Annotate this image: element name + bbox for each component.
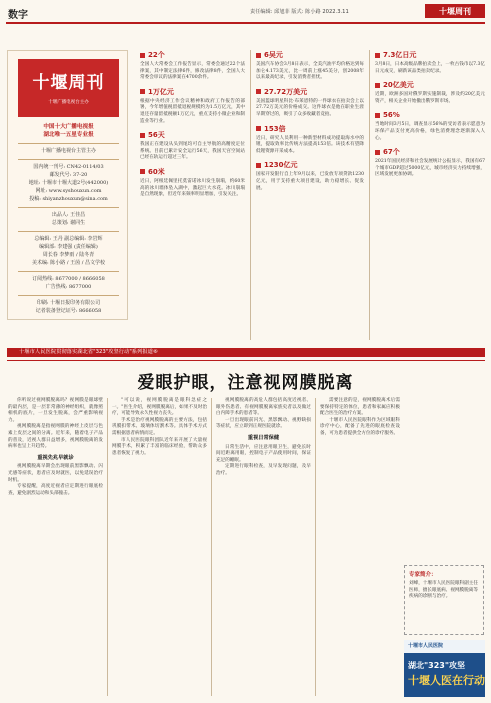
masthead-line: 邮发代号: 37-20 <box>49 172 88 178</box>
masthead-line: 投稿: shiyanzhouxun@sina.com <box>29 196 108 202</box>
divider <box>18 295 119 296</box>
expert-profile-text: 刘峰，十堰市人民医院眼科副主任医师，擅长眼底病、视网膜脱离等疾病的诊断与治疗。 <box>409 581 478 600</box>
item-heading <box>140 130 245 140</box>
paragraph: 市人民医院眼科团队近年来开展了大量视网膜手术，积累了丰富的临床经验，帮助众多患者恢复了视力。 <box>112 437 207 456</box>
item-number: 56% <box>383 111 400 120</box>
header-rule <box>6 22 485 24</box>
paragraph: 日常生活中，应注意用眼卫生，避免长时间近距离用眼，控制电子产品使用时间，保证充足的睡眠。 <box>216 444 311 463</box>
paragraph: 你听说过视网膜脱离吗？视网膜是眼球壁的最内层，是一层非常薄的神经组织，就像照相机的底片，一旦发生脱离，会严重影响视力。 <box>8 398 103 423</box>
masthead-line: 记者装备登记证号: 8666058 <box>35 308 102 314</box>
square-bullet-icon <box>140 89 145 94</box>
square-bullet-icon <box>256 89 261 94</box>
masthead-line: 印刷: 十堰日报印务有限公司 <box>36 300 101 306</box>
item-body: 近期，欧洲多国对俄罗斯实施制裁，涉及约20亿美元资产，相关企业开始撤出俄罗斯市场。 <box>375 92 485 104</box>
square-bullet-icon <box>140 169 145 174</box>
promo-line-2: 十堰人医在行动 <box>408 674 485 687</box>
masthead-slogan: 湖北唯一五星专业报 <box>43 132 94 138</box>
item-body: 近日，阿根廷佩里托莫雷诺冰川发生崩塌，约60米高的冰川墙体坠入湖中，激起巨大水花。冰川崩塌是自然现象，但近年来频率明显增加，引发关注。 <box>140 178 245 198</box>
square-bullet-icon <box>256 163 261 168</box>
column-divider <box>107 398 108 696</box>
paragraph: 视网膜脱离的高危人群包括高度近视者、眼外伤患者、有视网膜脱离家族史者以及做过白内障手术的患者等。 <box>216 398 311 417</box>
item-number: 56天 <box>148 131 165 140</box>
item-number: 153倍 <box>264 124 286 133</box>
paragraph: "可以说，视网膜脱离是眼科急症之一。"医生介绍，视网膜脱离后，如果不及时治疗，可能导致永久性视力丧失。 <box>112 398 207 417</box>
paragraph: 定期进行眼科检查，及早发现问题，及早治疗。 <box>216 464 311 476</box>
item-body: 当地时间3月5日，调查显示56%的受访者表示愿意为环保产品支付更高价格，绿色消费理念逐渐深入人心。 <box>375 122 485 141</box>
promo-line-1: 湖北"323"攻坚 <box>408 661 466 670</box>
expert-profile-box <box>404 565 484 635</box>
article-subhead: 重视先兆早就诊 <box>37 454 74 461</box>
masthead-title: 十堰周刊 <box>32 73 105 93</box>
masthead-line: 总策划: 谢同生 <box>51 220 86 226</box>
news-column-3 <box>375 50 485 184</box>
item-body: 美国篮球明星科比·布莱恩特的一件球衣在拍卖会上以27.72万美元的价格成交。这件球衣是他在职业生涯早期穿过的，吸引了众多收藏者竞拍。 <box>256 98 364 117</box>
masthead-line: 网址: www.syshouxun.com <box>35 188 102 194</box>
square-bullet-icon <box>140 53 145 58</box>
item-body: 我国正在建设从头到尾均可自主导航的高精度定位系统。目前已累计安全运行56天，我国天宫空间站已经在轨运行超过三年。 <box>140 142 245 161</box>
masthead-line: 广告热线: 8677000 <box>45 284 92 290</box>
item-heading <box>256 87 364 97</box>
promo-hospital-name: 十堰市人民医院 <box>404 640 485 653</box>
item-number: 67个 <box>383 148 400 157</box>
expert-profile-heading: 专家简介： <box>409 572 437 578</box>
divider <box>18 271 119 272</box>
paragraph: 专家提醒，高度近视者应定期进行眼底检查，避免剧烈运动和头部撞击。 <box>8 484 103 496</box>
paragraph: 手术是治疗视网膜脱离的主要方法，包括巩膜扣带术、玻璃体切割术等。具体手术方式需根据患者病情而定。 <box>112 417 207 436</box>
series-banner <box>7 348 485 357</box>
item-number: 1万亿元 <box>148 87 174 96</box>
editor-meta: 责任编辑: 邱旭菲 版式: 陈小路 2022.3.11 <box>250 9 349 15</box>
paragraph: 一旦出现眼前闪光、黑影飘动、视野缺损等症状，应立即到正规医院就诊。 <box>216 417 311 430</box>
item-heading <box>375 50 485 60</box>
news-column-2 <box>256 50 364 197</box>
item-heading <box>140 87 245 97</box>
item-body: 近日，研究人员利用一种新型材料成功提取海水中的锂，提取效率比传统方法提高153倍。该技术有望降低锂资源开采成本。 <box>256 135 364 154</box>
paragraph: 需要注意的是，视网膜脱离术后需要保持特定的体位，患者和家属应积极配合医生的治疗方案。 <box>320 398 400 417</box>
divider <box>18 143 119 144</box>
masthead-slogan: 中国十大广播电视报 <box>43 124 94 130</box>
item-body: 2021年国民经济和社会发展统计公报显示，我国有67个城市GDP超过5000亿元，城市经济实力持续增强，区域发展更加协调。 <box>375 159 485 178</box>
item-number: 27.72万美元 <box>264 87 308 96</box>
square-bullet-icon <box>140 133 145 138</box>
masthead-line: 地址: 十堰市十堰大道2号(442000) <box>28 180 109 186</box>
item-number: 1230亿元 <box>264 161 298 170</box>
article-column-3 <box>216 398 311 478</box>
item-heading <box>140 50 245 60</box>
column-divider <box>369 50 370 340</box>
item-number: 22个 <box>148 51 165 59</box>
masthead-line: 出品人: 王佳昌 <box>51 212 86 218</box>
item-heading <box>256 160 364 170</box>
article-column-4 <box>320 398 400 438</box>
item-number: 7.3亿日元 <box>383 51 417 59</box>
masthead-panel <box>7 50 128 320</box>
item-heading <box>140 167 245 177</box>
news-column-1 <box>140 50 245 204</box>
masthead-sub: 十堰广播电视台主办 <box>48 100 89 105</box>
column-divider <box>211 398 212 696</box>
masthead-line: 编辑部: 李建强 (责任编辑) <box>39 244 98 250</box>
divider <box>18 207 119 208</box>
masthead-line: 周长春 李梦雨 / 陆冬青 <box>42 252 95 258</box>
masthead-line: 订阅热线: 8677000 / 8666058 <box>32 276 105 282</box>
header-logo: 十堰周刊 <box>425 4 485 18</box>
item-body: 根据中央经济工作会议精神和政府工作报告的部署，今年增值税留抵退税规模约为1.5万亿元，其中退还存量留抵税额1万亿元，重点支持小微企业和制造业等行业。 <box>140 98 245 124</box>
column-divider <box>315 398 316 696</box>
masthead-line: 总编辑: 王丹 副总编辑: 李岩辉 <box>34 236 103 242</box>
paragraph: 视网膜脱离早期会出现眼前黑影飘动、闪光感等症状，患者应及时就医，以免延误治疗时机。 <box>8 464 103 483</box>
column-divider <box>250 50 251 340</box>
article-subhead: 重视日常保健 <box>247 434 280 441</box>
promo-ad <box>404 640 485 697</box>
paragraph: 视网膜脱离是指视网膜的神经上皮层与色素上皮层之间的分离。近年来，随着电子产品的普及，近视人群日益增多，视网膜脱离的发病率也呈上升趋势。 <box>8 424 103 450</box>
banner-rule <box>7 360 485 361</box>
item-number: 6吴元 <box>264 51 283 59</box>
square-bullet-icon <box>256 126 261 131</box>
item-body: 国家开发银行自上年9月以来，已发放专项贷款1230亿元，用于支持重大项目建设，助力稳增长、促发展。 <box>256 172 364 191</box>
article-column-2 <box>112 398 207 457</box>
item-heading <box>375 80 485 90</box>
masthead-logo-box <box>18 59 119 117</box>
item-body: 美国汽车协会3月8日表示，全美汽油平均价格达到每加仑4.173美元，比一周前上涨45美分，创2008年以来最高纪录，引发消费者担忧。 <box>256 62 364 81</box>
square-bullet-icon <box>256 53 261 58</box>
item-number: 20亿美元 <box>383 81 414 90</box>
item-heading <box>375 147 485 157</box>
item-heading <box>256 124 364 134</box>
item-heading <box>375 110 485 120</box>
square-bullet-icon <box>375 53 380 58</box>
article-column-1 <box>8 398 103 497</box>
divider <box>18 231 119 232</box>
section-label: 数字 <box>8 10 28 21</box>
square-bullet-icon <box>375 113 380 118</box>
banner-text: 十堰市人民医院贯彻落实湖北省"323"攻坚行动"系列报道⑥ <box>19 349 158 355</box>
divider <box>18 159 119 160</box>
square-bullet-icon <box>375 150 380 155</box>
square-bullet-icon <box>375 83 380 88</box>
masthead-line: 十堰广播电视台主管主办 <box>40 148 96 154</box>
item-number: 60米 <box>148 167 165 176</box>
masthead-line: 国内统一刊号: CN42-0114/03 <box>33 164 104 170</box>
masthead-line: 美术编: 陈小路 / 王茵 / 昌文学校 <box>31 260 105 266</box>
paragraph: 十堰市人民医院眼科作为区域眼科诊疗中心，配备了先进的眼底检查设备，可为患者提供全方位的诊疗服务。 <box>320 417 400 436</box>
item-body: 全国人大常委会工作报告显示，常委会通过22个法律案，其中制定法律6件，修改法律8件，全国人大常委会审议的法律案在4700余件。 <box>140 62 245 81</box>
item-heading <box>256 50 364 60</box>
item-body: 3月8日，日本高级品牌拍卖会上，一枚古钱币以7.3亿日元成交，刷新该品类拍卖纪录。 <box>375 62 485 74</box>
article-title: 爱眼护眼，注意视网膜脱离 <box>137 373 354 393</box>
